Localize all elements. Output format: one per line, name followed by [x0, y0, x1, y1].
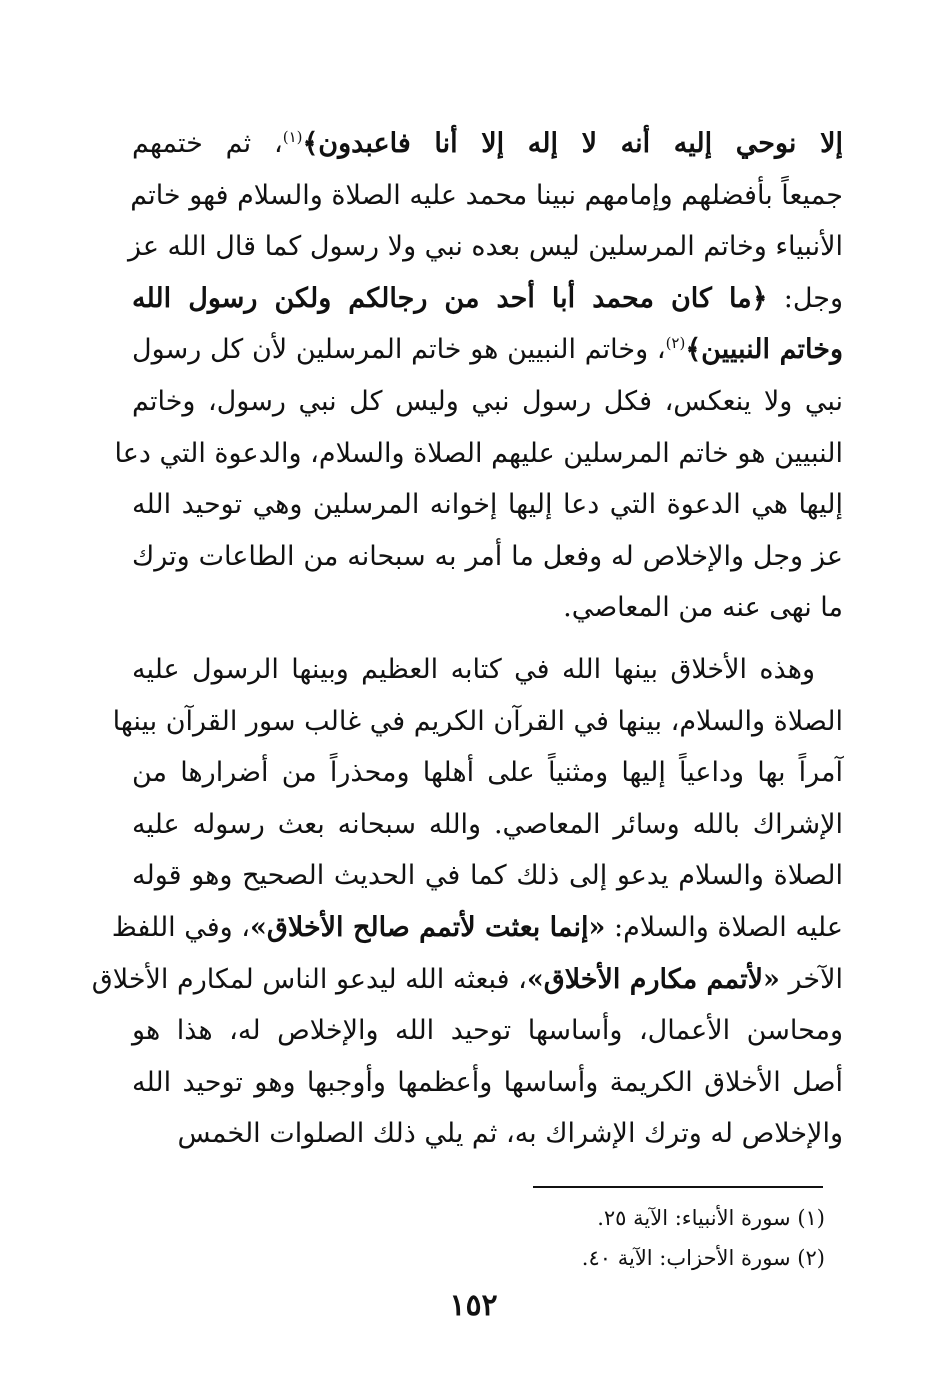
text-line — [132, 747, 843, 799]
text-line — [132, 118, 843, 170]
text-line — [111, 902, 843, 954]
quoted-text: وخاتم النبيين﴾ — [685, 334, 844, 366]
footnote-separator — [533, 1186, 823, 1188]
text-segment: ، وفي اللفظ — [111, 911, 251, 943]
text-line — [114, 428, 843, 480]
text-segment: إليها هي الدعوة التي دعا إليها إخوانه المرسلين وهي توحيد الله — [132, 489, 843, 521]
text-line — [112, 696, 843, 748]
text-segment: عليه الصلاة والسلام: — [605, 911, 843, 943]
text-line — [132, 273, 843, 325]
text-line — [132, 479, 843, 531]
text-segment: وهذه الأخلاق بينها الله في كتابه العظيم وبينها الرسول عليه — [132, 653, 815, 685]
text-line — [132, 324, 843, 376]
text-segment: النبيين هو خاتم المرسلين عليهم الصلاة والسلام، والدعوة التي دعا — [114, 437, 843, 469]
paragraph — [91, 644, 843, 1160]
text-segment: أصل الأخلاق الكريمة وأساسها وأعظمها وأوجبها وهو توحيد الله — [132, 1066, 843, 1098]
body-text — [91, 118, 844, 1160]
text-line — [91, 954, 843, 1006]
text-segment: ، وخاتم النبيين هو خاتم المرسلين لأن كل رسول — [132, 334, 666, 366]
text-segment: ما نهى عنه من المعاصي. — [563, 592, 843, 624]
text-segment: آمراً بها وداعياً إليها ومثنياً على أهلها ومحذراً من أضرارها من — [132, 757, 843, 789]
text-segment: الصلاة والسلام يدعو إلى ذلك كما في الحديث الصحيح وهو قوله — [132, 860, 843, 892]
text-segment: الصلاة والسلام، بينها في القرآن الكريم في غالب سور القرآن بينها — [112, 705, 843, 737]
page-number: ١٥٢ — [449, 1288, 498, 1323]
text-line — [132, 376, 843, 428]
text-segment: جميعاً بأفضلهم وإمامهم نبينا محمد عليه الصلاة والسلام فهو خاتم — [130, 179, 843, 211]
text-line — [132, 1108, 843, 1160]
text-line — [132, 850, 843, 902]
text-segment: الأنبياء وخاتم المرسلين ليس بعده نبي ولا رسول كما قال الله عز — [127, 231, 843, 263]
text-segment: ، ثم ختمهم — [132, 128, 283, 159]
text-segment: الإشراك بالله وسائر المعاصي. والله سبحانه بعث رسوله عليه — [132, 808, 843, 840]
text-line — [132, 1005, 843, 1057]
footnotes — [300, 1198, 825, 1278]
footnote-1: (١) سورة الأنبياء: الآية ٢٥. — [597, 1206, 825, 1230]
quoted-text: «لأتمم مكارم الأخلاق» — [526, 963, 780, 995]
text-line — [132, 170, 843, 222]
quoted-text: ﴿ما كان محمد أبا أحد من رجالكم ولكن رسول الله — [132, 282, 768, 314]
text-line — [132, 644, 843, 696]
footnote-2: (٢) سورة الأحزاب: الآية ٤٠. — [581, 1246, 825, 1270]
text-segment: الآخر — [779, 963, 843, 995]
text-line — [132, 1057, 843, 1109]
footnote-ref: (٢) — [665, 334, 686, 353]
text-line — [132, 531, 843, 583]
text-segment: عز وجل والإخلاص له وفعل ما أمر به سبحانه من الطاعات وترك — [132, 540, 843, 572]
text-segment: والإخلاص له وترك الإشراك به، ثم يلي ذلك الصلوات الخمس — [177, 1118, 843, 1150]
text-segment: ، فبعثه الله ليدعو الناس لمكارم الأخلاق — [91, 963, 527, 995]
footnote-ref: (١) — [282, 128, 303, 146]
quoted-text: «إنما بعثت لأتمم صالح الأخلاق» — [250, 911, 606, 943]
text-line — [132, 582, 843, 634]
text-segment: ومحاسن الأعمال، وأساسها توحيد الله والإخلاص له، هذا هو — [132, 1015, 843, 1047]
text-line — [132, 799, 843, 851]
text-segment: نبي ولا ينعكس، فكل رسول نبي وليس كل نبي رسول، وخاتم — [132, 385, 843, 417]
paragraph — [114, 118, 844, 634]
paragraph-gap — [132, 634, 843, 644]
quoted-text: إلا نوحي إليه أنه لا إله إلا أنا فاعبدون﴾ — [302, 128, 843, 159]
text-segment: وجل: — [767, 282, 843, 314]
text-line — [127, 221, 843, 273]
